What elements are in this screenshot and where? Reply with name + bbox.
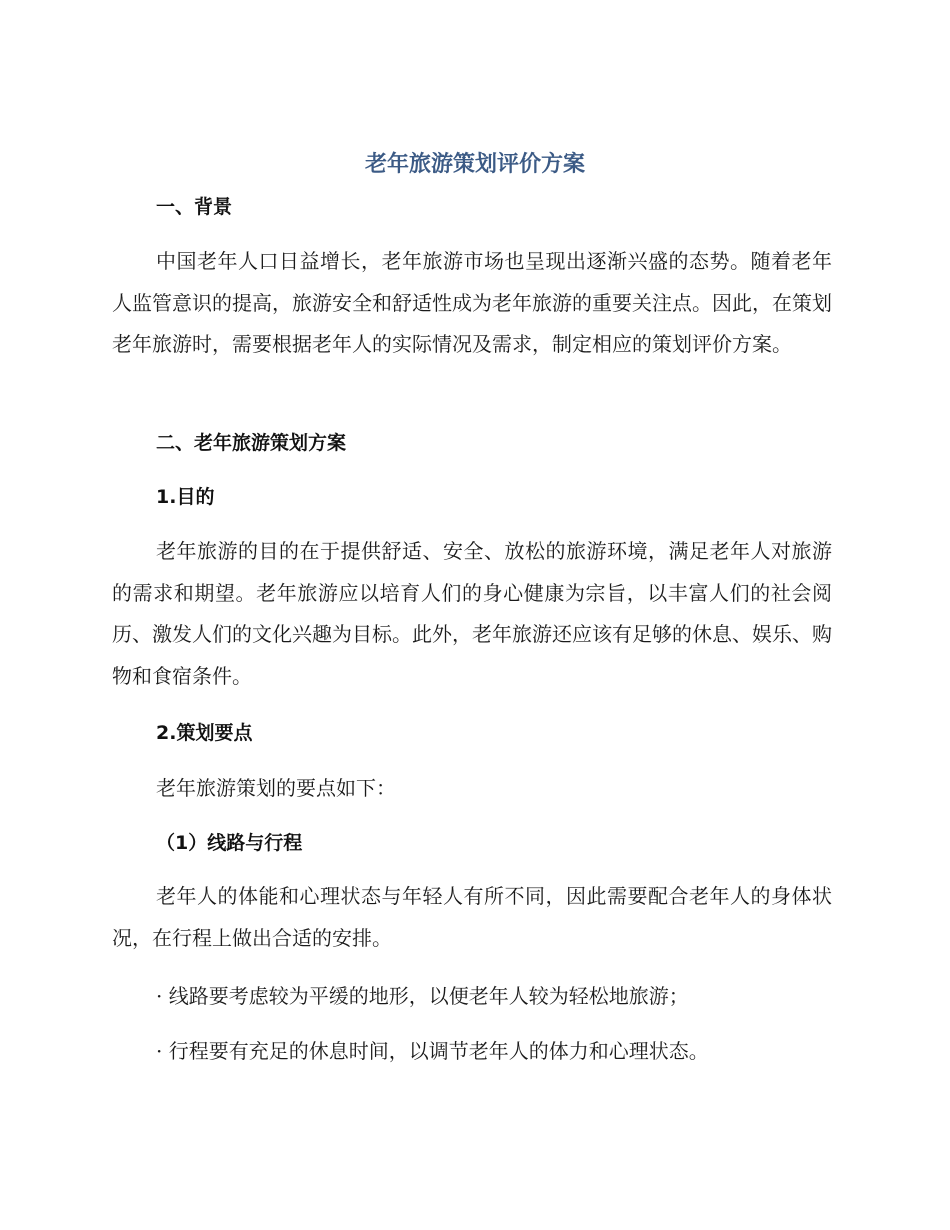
key-points-intro: 老年旅游策划的要点如下： xyxy=(156,776,396,800)
background-paragraph: 中国老年人口日益增长，老年旅游市场也呈现出逐渐兴盛的态势。随着老年人监管意识的提高，旅游安全和舒适性成为老年旅游的重要关注点。因此，在策划老年旅游时，需要根据老年人的实际情况及需求，制定相应的策划评价方案。 xyxy=(112,249,832,356)
document-title: 老年旅游策划评价方案 xyxy=(364,152,585,177)
subheading-purpose: 1.目的 xyxy=(156,486,215,508)
route-paragraph: 老年人的体能和心理状态与年轻人有所不同，因此需要配合老年人的身体状况，在行程上做出合适的安排。 xyxy=(112,884,832,950)
subheading-key-points: 2.策划要点 xyxy=(156,722,253,744)
section-heading-background: 一、背景 xyxy=(156,196,233,218)
section-heading-plan: 二、老年旅游策划方案 xyxy=(156,432,347,454)
bullet-item-rest: · 行程要有充足的休息时间，以调节老年人的体力和心理状态。 xyxy=(156,1039,709,1063)
bullet-item-terrain: · 线路要考虑较为平缓的地形，以便老年人较为轻松地旅游； xyxy=(156,984,689,1008)
item-heading-route: （1）线路与行程 xyxy=(156,832,303,854)
purpose-paragraph: 老年旅游的目的在于提供舒适、安全、放松的旅游环境，满足老年人对旅游的需求和期望。老年旅游应以培育人们的身心健康为宗旨，以丰富人们的社会阅历、激发人们的文化兴趣为目标。此外，老年旅游还应该有足够的休息、娱乐、购物和食宿条件。 xyxy=(112,539,832,688)
